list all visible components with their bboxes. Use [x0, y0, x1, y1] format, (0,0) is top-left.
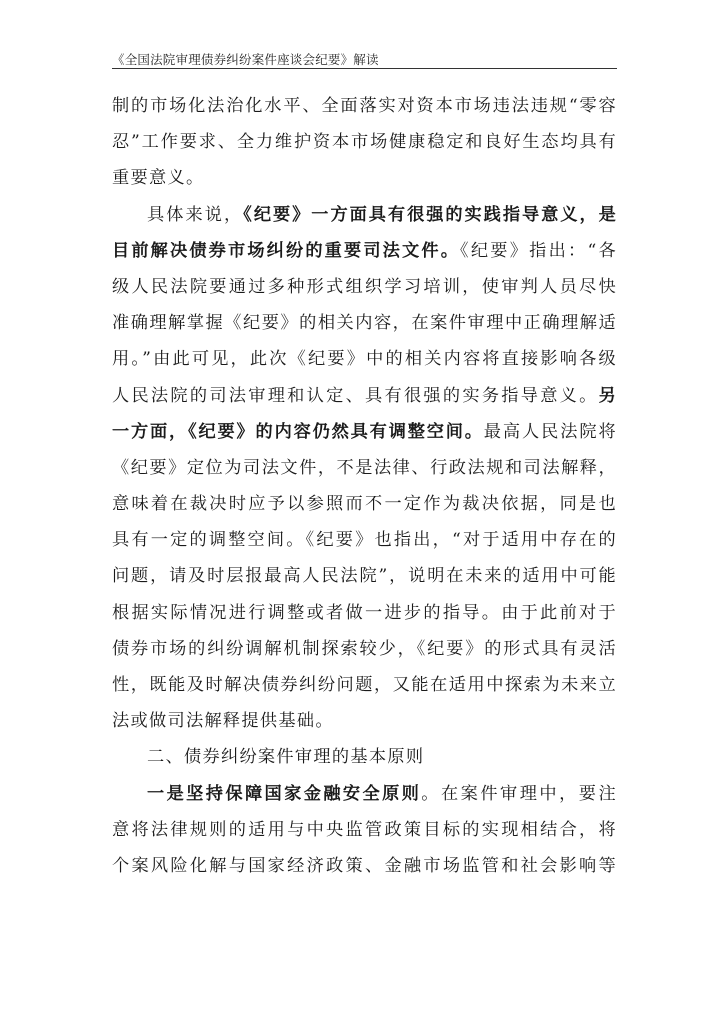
- text-run: 《纪要》指出：“各: [460, 240, 617, 261]
- text-line: [112, 378, 617, 414]
- bold-text-run: 一方面，《纪要》的内容仍然具有调整空间。: [112, 421, 484, 442]
- text-line: [112, 414, 617, 450]
- bold-text-run: 《纪要》一方面具有很强的实践指导意义，是: [243, 204, 617, 225]
- section-heading: [112, 739, 617, 775]
- text-line: [112, 269, 617, 305]
- text-run: 制的市场化法治化水平、全面落实对资本市场违法违规“零容: [112, 96, 617, 116]
- body-text: [112, 88, 617, 884]
- text-line: [112, 486, 617, 522]
- text-run: 性，既能及时解决债券纠纷问题，又能在适用中探索为未来立: [112, 675, 617, 695]
- text-run: 忍”工作要求、全力维护资本市场健康稳定和良好生态均具有: [112, 132, 617, 153]
- text-run: 用。”由此可见，此次《纪要》中的相关内容将直接影响各级: [112, 349, 617, 370]
- bold-text-run: 目前解决债券市场纠纷的重要司法文件。: [112, 240, 461, 261]
- text-line: [112, 197, 617, 233]
- header-rule: [112, 68, 617, 69]
- text-run: 根据实际情况进行调整或者做一进步的指导。由于此前对于: [112, 602, 617, 623]
- text-run: 具有一定的调整空间。《纪要》也指出，“对于适用中存在的: [112, 530, 617, 551]
- text-run: 意味着在裁决时应予以参照而不一定作为裁决依据，同是也: [112, 494, 617, 515]
- text-run: 重要意义。: [112, 168, 205, 189]
- text-line: [112, 558, 617, 594]
- text-run: 准确理解掌握《纪要》的相关内容，在案件审理中正确理解适: [112, 313, 617, 334]
- text-line: [112, 667, 617, 703]
- text-line: [112, 522, 617, 558]
- text-run: 具体来说，: [147, 204, 244, 225]
- text-line: [112, 450, 617, 486]
- text-line: [112, 812, 617, 848]
- text-line: [112, 776, 617, 812]
- text-line: [112, 631, 617, 667]
- text-run: 意将法律规则的适用与中央监管政策目标的实现相结合，将: [112, 819, 617, 840]
- text-run: 《纪要》定位为司法文件，不是法律、行政法规和司法解释，: [112, 457, 617, 478]
- text-line: [112, 160, 617, 196]
- bold-text-run: 另: [598, 385, 617, 406]
- running-header: 《全国法院审理债券纠纷案件座谈会纪要》解读: [112, 52, 379, 67]
- text-run: 法或做司法解释提供基础。: [112, 711, 334, 732]
- text-run: 债券市场的纠纷调解机制探索较少，《纪要》的形式具有灵活: [112, 638, 617, 659]
- text-run: 。在案件审理中，要注: [421, 783, 617, 804]
- text-run: 问题，请及时层报最高人民法院”，说明在未来的适用中可能: [112, 566, 617, 587]
- text-line: [112, 88, 617, 124]
- text-line: [112, 124, 617, 160]
- text-line: [112, 341, 617, 377]
- text-line: [112, 703, 617, 739]
- text-line: [112, 305, 617, 341]
- text-line: [112, 595, 617, 631]
- bold-text-run: 一是坚持保障国家金融安全原则: [147, 783, 422, 804]
- text-run: 二、债券纠纷案件审理的基本原则: [147, 747, 425, 768]
- text-run: 人民法院的司法审理和认定、具有很强的实务指导意义。: [112, 385, 599, 406]
- text-line: [112, 848, 617, 884]
- text-line: [112, 233, 617, 269]
- text-run: 个案风险化解与国家经济政策、金融市场监管和社会影响等: [112, 855, 617, 876]
- text-run: 级人民法院要通过多种形式组织学习培训，使审判人员尽快: [112, 276, 617, 297]
- text-run: 最高人民法院将: [483, 421, 617, 442]
